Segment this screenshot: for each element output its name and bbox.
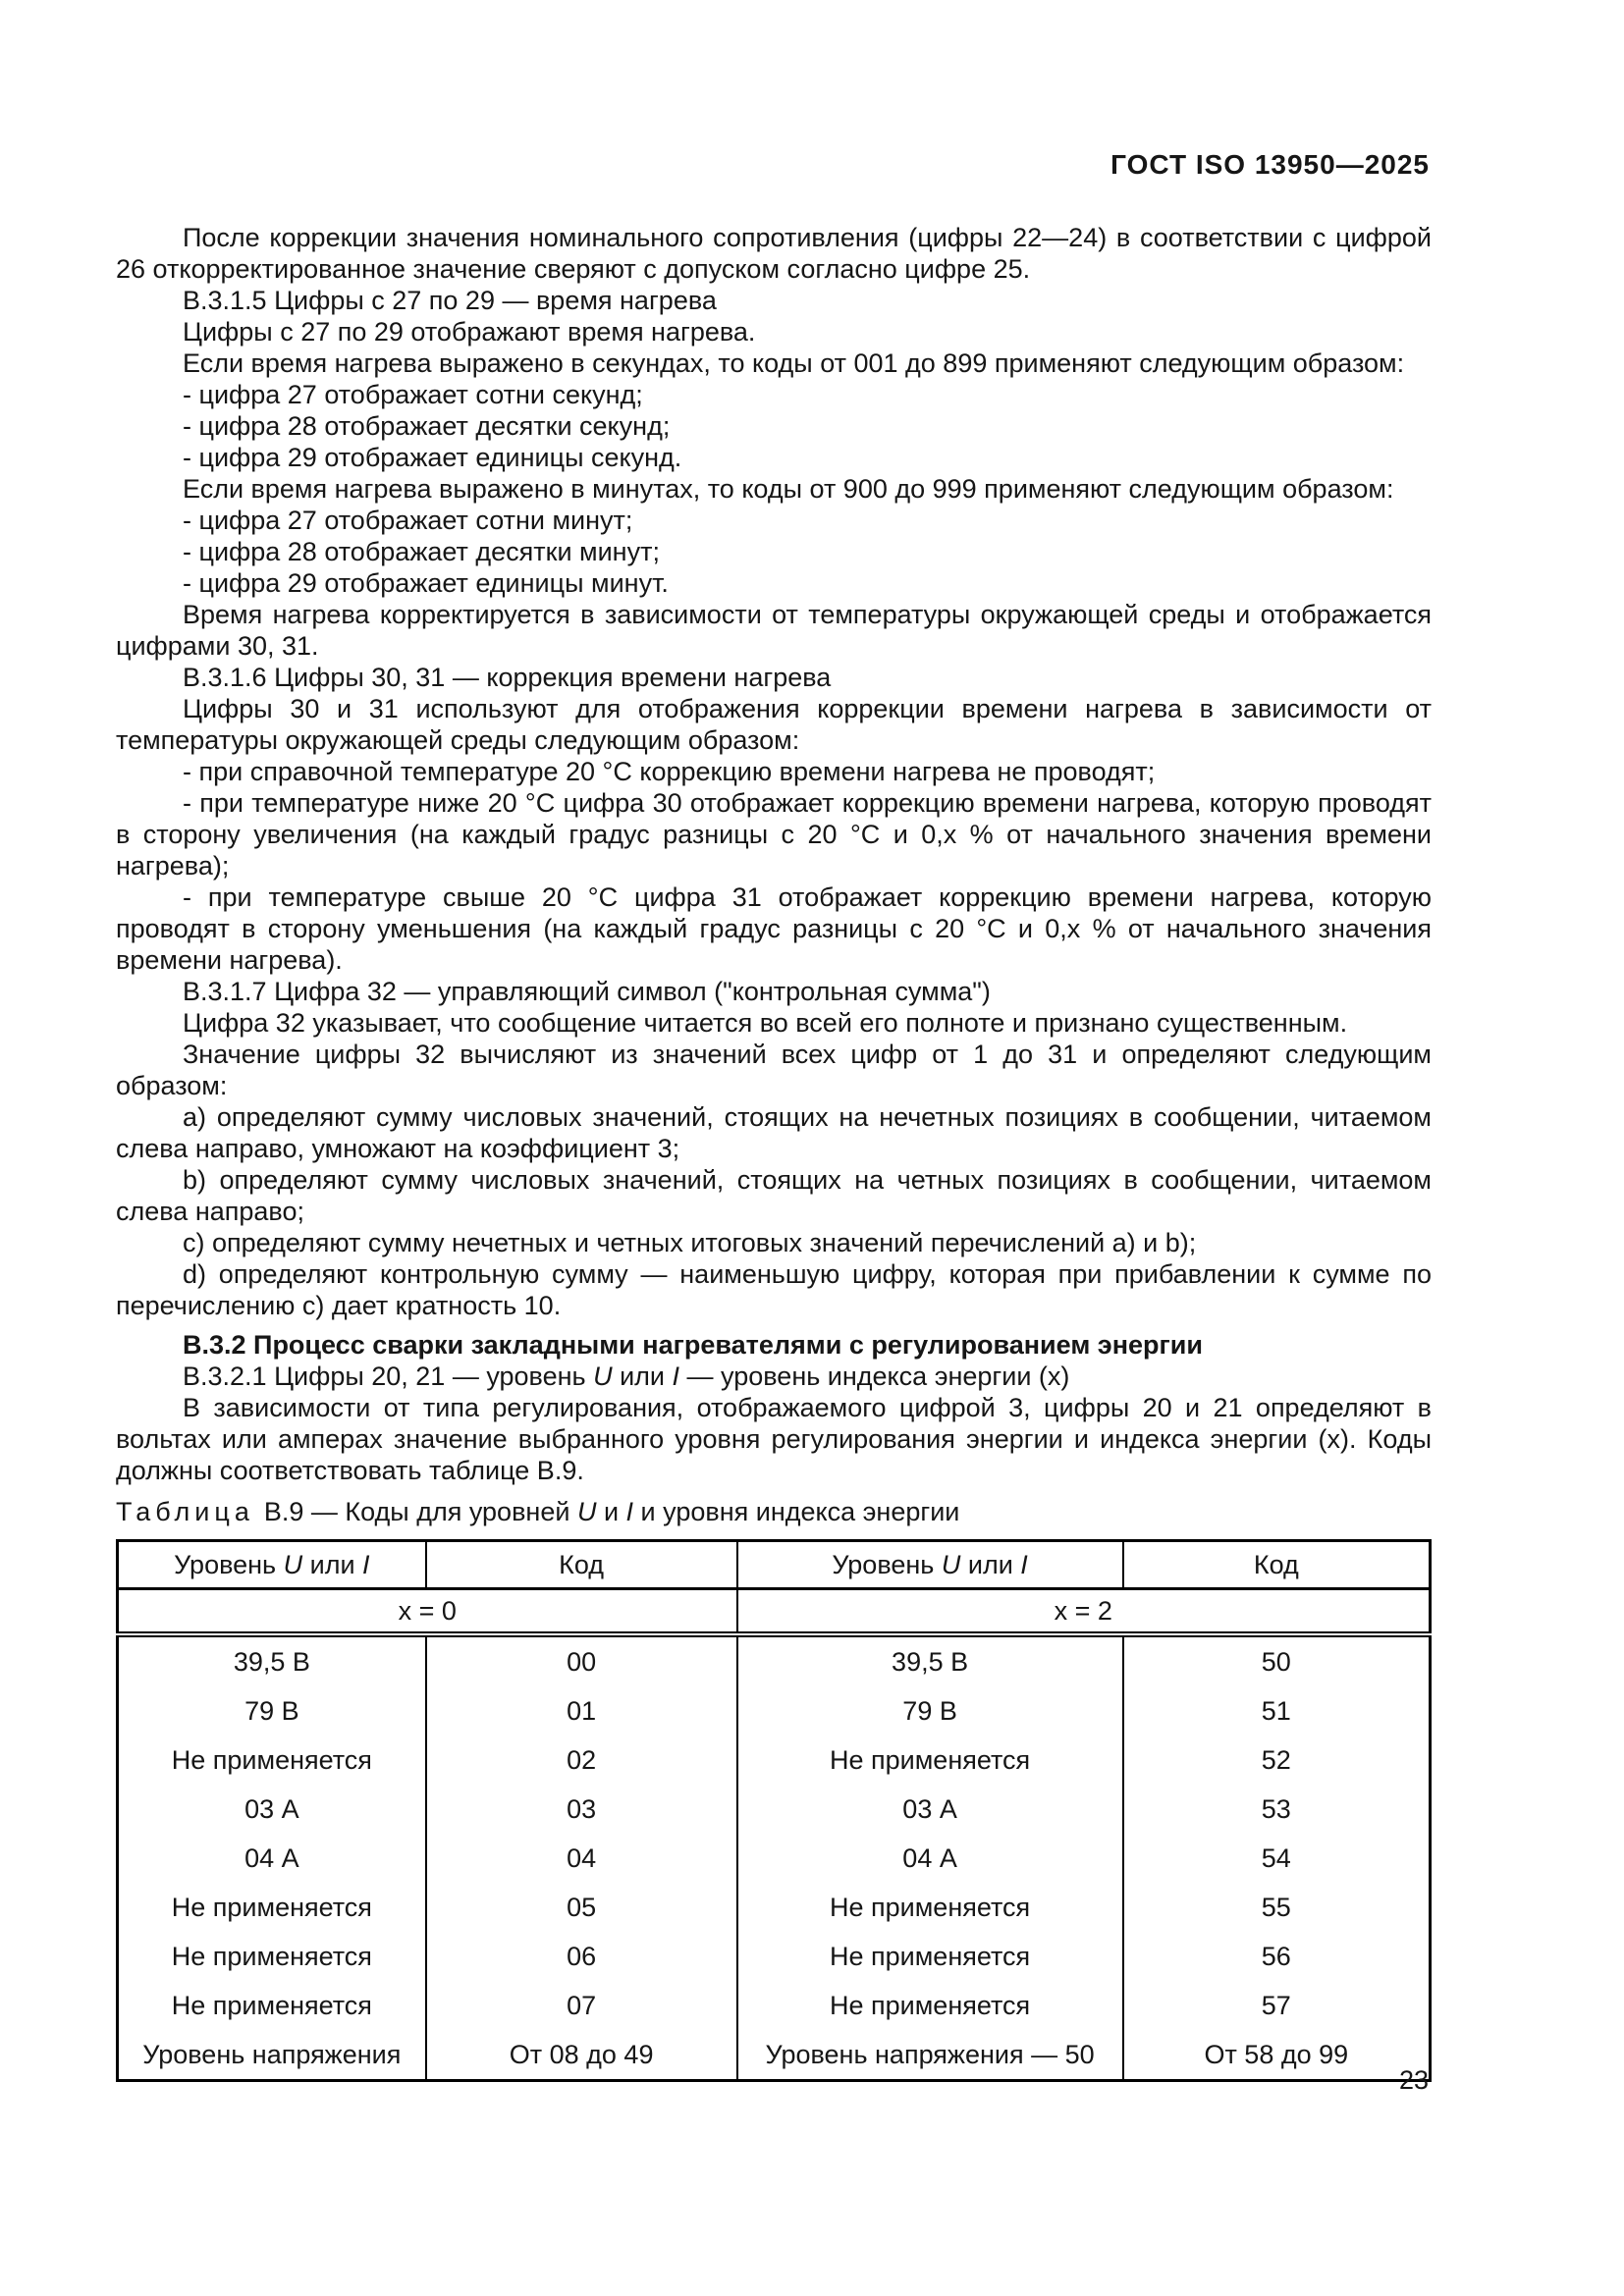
table-cell: 05 xyxy=(426,1883,737,1932)
table-cell: 54 xyxy=(1123,1834,1431,1883)
body-text xyxy=(116,222,1432,2082)
table-row xyxy=(118,1834,1431,1883)
list-item: a) определяют сумму числовых значений, стоящих на нечетных позициях в сообщении, читаемом слева направо, умножают на коэффициент 3; xyxy=(116,1102,1432,1163)
paragraph: В.3.2.1 Цифры 20, 21 — уровень U или I — уровень индекса энергии (x) xyxy=(183,1362,1070,1391)
paragraph: Время нагрева корректируется в зависимости от температуры окружающей среды и отображается цифрами 30, 31. xyxy=(116,600,1432,661)
list-item: - при справочной температуре 20 °С коррекцию времени нагрева не проводят; xyxy=(183,757,1156,786)
table-caption-text: В.9 — Коды для уровней U и I и уровня индекса энергии xyxy=(263,1497,960,1526)
list-item: c) определяют сумму нечетных и четных итоговых значений перечислений a) и b); xyxy=(183,1228,1197,1257)
paragraph: Значение цифры 32 вычисляют из значений всех цифр от 1 до 31 и определяют следующим образом: xyxy=(116,1040,1432,1100)
table-cell: 79 В xyxy=(118,1686,426,1735)
paragraph: После коррекции значения номинального сопротивления (цифры 22—24) в соответствии с цифрой 26 откорректированное значение сверяют с допуском согласно цифре 25. xyxy=(116,223,1432,284)
table-cell: Не применяется xyxy=(118,1883,426,1932)
list-item: d) определяют контрольную сумму — наименьшую цифру, которая при прибавлении к сумме по перечислению c) дает кратность 10. xyxy=(116,1259,1432,1320)
section-heading: В.3.2 Процесс сварки закладными нагревателями с регулированием энергии xyxy=(183,1330,1203,1360)
list-item: - при температуре ниже 20 °С цифра 30 отображает коррекцию времени нагрева, которую проводят в сторону увеличения (на каждый градус разницы с 20 °С и 0,x % от начального значения времени нагрева); xyxy=(116,788,1432,881)
list-item: - цифра 28 отображает десятки секунд; xyxy=(183,411,671,441)
table-caption xyxy=(116,1496,1432,1527)
list-item: - при температуре свыше 20 °С цифра 31 отображает коррекцию времени нагрева, которую проводят в сторону уменьшения (на каждый градус разницы с 20 °С и 0,x % от начального значения времени нагрева). xyxy=(116,882,1432,975)
paragraph: В зависимости от типа регулирования, отображаемого цифрой 3, цифры 20 и 21 определяют в вольтах или амперах значение выбранного уровня регулирования энергии и индекса энергии (x). Коды должны соответствовать таблице В.9. xyxy=(116,1393,1432,1485)
table-cell: 06 xyxy=(426,1932,737,1981)
table-row xyxy=(118,1932,1431,1981)
table-row xyxy=(118,2030,1431,2081)
paragraph: Цифры с 27 по 29 отображают время нагрева. xyxy=(183,317,756,347)
table-cell: От 08 до 49 xyxy=(426,2030,737,2081)
table-row xyxy=(118,1735,1431,1785)
running-header: ГОСТ ISO 13950—2025 xyxy=(1110,149,1430,180)
list-item: - цифра 28 отображает десятки минут; xyxy=(183,537,660,566)
column-header: Код xyxy=(1123,1541,1431,1589)
table-caption-label: Таблица xyxy=(116,1497,254,1526)
table-cell: 56 xyxy=(1123,1932,1431,1981)
list-item: - цифра 27 отображает сотни секунд; xyxy=(183,380,643,409)
table-cell: 39,5 В xyxy=(737,1634,1123,1686)
table-cell: 02 xyxy=(426,1735,737,1785)
column-header: Уровень U или I xyxy=(737,1541,1123,1589)
table-row xyxy=(118,1883,1431,1932)
table-cell: 03 xyxy=(426,1785,737,1834)
table-cell: 04 А xyxy=(118,1834,426,1883)
table-row xyxy=(118,1686,1431,1735)
table-cell: 52 xyxy=(1123,1735,1431,1785)
table-cell: Не применяется xyxy=(737,1981,1123,2030)
column-header: Код xyxy=(426,1541,737,1589)
table-cell: 00 xyxy=(426,1634,737,1686)
table-cell: 39,5 В xyxy=(118,1634,426,1686)
table-cell: Не применяется xyxy=(737,1932,1123,1981)
group-header: x = 0 xyxy=(118,1589,737,1635)
column-header: Уровень U или I xyxy=(118,1541,426,1589)
table-cell: 55 xyxy=(1123,1883,1431,1932)
list-item: - цифра 29 отображает единицы минут. xyxy=(183,568,669,598)
table-cell: 53 xyxy=(1123,1785,1431,1834)
paragraph: Цифра 32 указывает, что сообщение читается во всей его полноте и признано существенным. xyxy=(183,1008,1348,1038)
table-cell: 04 xyxy=(426,1834,737,1883)
page-number: 23 xyxy=(1398,2065,1429,2095)
paragraph: Если время нагрева выражено в минутах, то коды от 900 до 999 применяют следующим образом: xyxy=(183,474,1394,504)
paragraph: В.3.1.7 Цифра 32 — управляющий символ ("контрольная сумма") xyxy=(183,977,991,1006)
paragraph: Если время нагрева выражено в секундах, то коды от 001 до 899 применяют следующим образом: xyxy=(183,348,1405,378)
list-item: b) определяют сумму числовых значений, стоящих на четных позициях в сообщении, читаемом слева направо; xyxy=(116,1165,1432,1226)
table-group-row xyxy=(118,1589,1431,1635)
table-cell: Не применяется xyxy=(737,1735,1123,1785)
table-cell: 51 xyxy=(1123,1686,1431,1735)
paragraph: В.3.1.6 Цифры 30, 31 — коррекция времени нагрева xyxy=(183,663,832,692)
table-row xyxy=(118,1634,1431,1686)
table-cell: 07 xyxy=(426,1981,737,2030)
paragraph: В.3.1.5 Цифры с 27 по 29 — время нагрева xyxy=(183,286,717,315)
table-cell: 03 А xyxy=(118,1785,426,1834)
table-cell: 01 xyxy=(426,1686,737,1735)
table-cell: 50 xyxy=(1123,1634,1431,1686)
table-cell: 03 А xyxy=(737,1785,1123,1834)
list-item: - цифра 27 отображает сотни минут; xyxy=(183,506,633,535)
list-item: - цифра 29 отображает единицы секунд. xyxy=(183,443,682,472)
group-header: x = 2 xyxy=(737,1589,1431,1635)
codes-table xyxy=(116,1539,1432,2082)
table-cell: Не применяется xyxy=(118,1735,426,1785)
table-cell: 04 А xyxy=(737,1834,1123,1883)
table-cell: 79 В xyxy=(737,1686,1123,1735)
table-row xyxy=(118,1785,1431,1834)
table-cell: 57 xyxy=(1123,1981,1431,2030)
table-cell: Не применяется xyxy=(118,1981,426,2030)
paragraph: Цифры 30 и 31 используют для отображения коррекции времени нагрева в зависимости от температуры окружающей среды следующим образом: xyxy=(116,694,1432,755)
table-cell: От 58 до 99 xyxy=(1123,2030,1431,2081)
table-cell: Не применяется xyxy=(737,1883,1123,1932)
table-cell: Уровень напряжения — 50 xyxy=(737,2030,1123,2081)
table-header-row xyxy=(118,1541,1431,1589)
table-row xyxy=(118,1981,1431,2030)
table-cell: Не применяется xyxy=(118,1932,426,1981)
table-cell: Уровень напряжения xyxy=(118,2030,426,2081)
